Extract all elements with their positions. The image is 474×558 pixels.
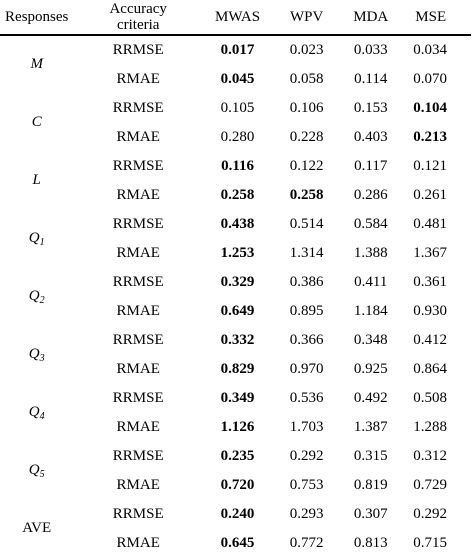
response-symbol: Q (28, 462, 40, 479)
mwas-value: 0.649 (220, 303, 255, 320)
response-label (0, 94, 76, 152)
criterion-cell: RRMSE (112, 390, 164, 407)
response-label (0, 326, 76, 384)
wpv-value: 0.106 (289, 100, 324, 117)
wpv-value: 0.970 (289, 361, 324, 378)
criterion-cell: RRMSE (112, 506, 164, 523)
mse-value: 0.930 (413, 303, 448, 320)
criterion-cell: RRMSE (112, 216, 164, 233)
criterion-cell: RMAE (116, 71, 160, 88)
response-symbol: L (32, 172, 41, 189)
mse-value: 0.361 (413, 274, 448, 291)
mda-value: 0.492 (353, 390, 388, 407)
mda-value: 1.388 (353, 245, 388, 262)
response-symbol: AVE (22, 520, 52, 537)
header-mwas: MWAS (200, 0, 275, 35)
wpv-value: 1.314 (289, 245, 324, 262)
table-row (0, 442, 471, 471)
response-subscript: 4 (39, 411, 45, 423)
table-row (0, 326, 471, 355)
mwas-value: 0.349 (220, 390, 255, 407)
wpv-value: 0.292 (289, 448, 324, 465)
mse-value: 0.292 (413, 506, 448, 523)
mwas-value: 0.017 (220, 42, 255, 59)
criterion-cell: RRMSE (112, 100, 164, 117)
wpv-value: 0.228 (289, 129, 324, 146)
response-symbol: Q (28, 346, 40, 363)
mwas-value: 0.280 (220, 129, 255, 146)
mda-value: 0.925 (353, 361, 388, 378)
mda-value: 0.584 (353, 216, 388, 233)
criterion-cell: RMAE (116, 303, 160, 320)
header-criteria-line1: Accuracy (109, 1, 167, 17)
mda-value: 0.403 (353, 129, 388, 146)
mse-value: 0.104 (413, 100, 448, 117)
response-subscript: 2 (39, 295, 45, 307)
mwas-value: 0.829 (220, 361, 255, 378)
wpv-value: 0.058 (289, 71, 324, 88)
criterion-cell: RRMSE (112, 158, 164, 175)
criterion-cell: RMAE (116, 419, 160, 436)
table-row (0, 35, 471, 65)
mda-value: 0.033 (353, 42, 388, 59)
header-mda: MDA (338, 0, 403, 35)
wpv-value: 0.293 (289, 506, 324, 523)
criterion-cell: RRMSE (112, 42, 164, 59)
criterion-cell: RMAE (116, 535, 160, 552)
mwas-value: 0.258 (220, 187, 255, 204)
response-subscript: 5 (39, 469, 45, 481)
mse-value: 0.729 (413, 477, 448, 494)
wpv-value: 1.703 (289, 419, 324, 436)
table-row (0, 500, 471, 529)
mse-value: 0.034 (413, 42, 448, 59)
table-row (0, 152, 471, 181)
mwas-value: 0.329 (220, 274, 255, 291)
wpv-value: 0.366 (289, 332, 324, 349)
response-label (0, 210, 76, 268)
mwas-value: 0.332 (220, 332, 255, 349)
response-label (0, 384, 76, 442)
mda-value: 0.348 (353, 332, 388, 349)
criterion-cell: RRMSE (112, 332, 164, 349)
table-row (0, 268, 471, 297)
wpv-value: 0.122 (289, 158, 324, 175)
table-header (0, 0, 471, 35)
mse-value: 0.121 (413, 158, 448, 175)
response-symbol: C (31, 114, 42, 131)
mda-value: 0.286 (353, 187, 388, 204)
criterion-cell: RRMSE (112, 274, 164, 291)
mse-value: 0.864 (413, 361, 448, 378)
table-row (0, 384, 471, 413)
mwas-value: 1.126 (220, 419, 255, 436)
mwas-value: 0.116 (221, 158, 254, 175)
criterion-cell: RMAE (116, 245, 160, 262)
mse-value: 0.508 (413, 390, 448, 407)
mse-value: 0.715 (413, 535, 448, 552)
criterion-cell: RMAE (116, 361, 160, 378)
wpv-value: 0.753 (289, 477, 324, 494)
wpv-value: 0.895 (289, 303, 324, 320)
criterion-cell: RMAE (116, 129, 160, 146)
response-label (0, 500, 76, 558)
wpv-value: 0.514 (289, 216, 324, 233)
response-symbol: Q (28, 404, 40, 421)
response-symbol: Q (28, 288, 40, 305)
criterion-cell: RRMSE (112, 448, 164, 465)
mda-value: 0.114 (354, 71, 388, 88)
table-row (0, 210, 471, 239)
mse-value: 0.412 (413, 332, 448, 349)
mwas-value: 0.235 (220, 448, 255, 465)
mda-value: 0.307 (353, 506, 388, 523)
mse-value: 0.261 (413, 187, 448, 204)
wpv-value: 0.386 (289, 274, 324, 291)
mda-value: 0.411 (354, 274, 388, 291)
wpv-value: 0.772 (289, 535, 324, 552)
wpv-value: 0.023 (289, 42, 324, 59)
response-symbol: Q (28, 230, 40, 247)
table-row (0, 94, 471, 123)
mwas-value: 1.253 (220, 245, 255, 262)
mda-value: 0.819 (353, 477, 388, 494)
mse-value: 1.288 (413, 419, 448, 436)
response-label (0, 152, 76, 210)
mwas-value: 0.105 (220, 100, 255, 117)
wpv-value: 0.536 (289, 390, 324, 407)
mse-value: 0.312 (413, 448, 448, 465)
mwas-value: 0.045 (220, 71, 255, 88)
mda-value: 0.813 (353, 535, 388, 552)
mse-value: 0.070 (413, 71, 448, 88)
mda-value: 1.184 (353, 303, 388, 320)
mda-value: 0.117 (354, 158, 388, 175)
response-symbol: M (30, 56, 43, 73)
response-subscript: 1 (39, 237, 45, 249)
response-subscript: 3 (39, 353, 45, 365)
header-responses: Responses (0, 0, 76, 35)
mse-value: 1.367 (413, 245, 448, 262)
header-accuracy-criteria (76, 0, 200, 35)
mda-value: 1.387 (353, 419, 388, 436)
response-label (0, 35, 76, 94)
mwas-value: 0.438 (220, 216, 255, 233)
mda-value: 0.153 (353, 100, 388, 117)
response-label (0, 268, 76, 326)
mwas-value: 0.645 (220, 535, 255, 552)
mse-value: 0.213 (413, 129, 448, 146)
mwas-value: 0.720 (220, 477, 255, 494)
table-body (0, 35, 471, 558)
mwas-value: 0.240 (220, 506, 255, 523)
mse-value: 0.481 (413, 216, 448, 233)
header-mse: MSE (403, 0, 471, 35)
criterion-cell: RMAE (116, 477, 160, 494)
response-label (0, 442, 76, 500)
mda-value: 0.315 (353, 448, 388, 465)
criterion-cell: RMAE (116, 187, 160, 204)
header-criteria-line2: criteria (116, 17, 160, 33)
header-wpv: WPV (275, 0, 338, 35)
wpv-value: 0.258 (289, 187, 324, 204)
